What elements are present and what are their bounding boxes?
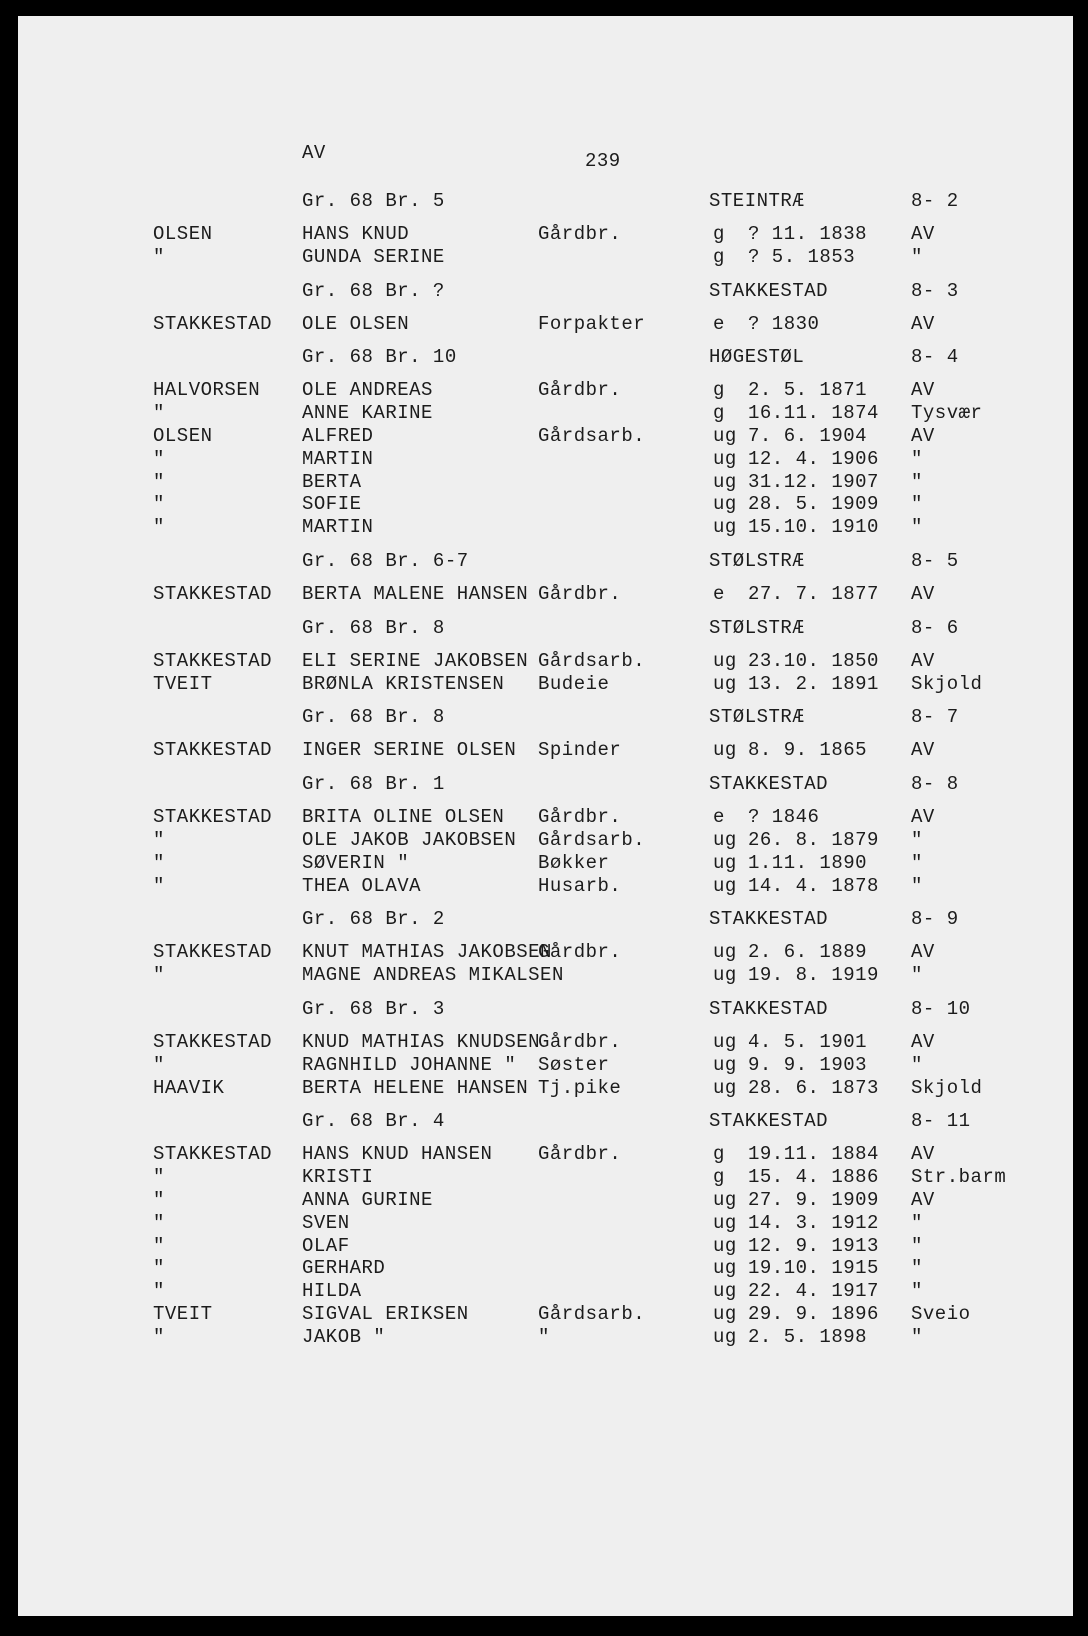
given-cell: KRISTI	[302, 1166, 374, 1189]
given-cell: HANS KNUD HANSEN	[302, 1143, 493, 1166]
birthplace-cell: AV	[911, 312, 935, 335]
given-cell: BERTA	[302, 470, 362, 493]
person-row	[153, 739, 1013, 762]
date-cell: 7. 6. 1904	[748, 424, 868, 447]
person-row	[153, 1326, 1013, 1349]
person-row	[153, 1054, 1013, 1077]
birthplace-cell: Sveio	[911, 1302, 971, 1325]
person-row	[153, 941, 1013, 964]
household-group	[153, 706, 1013, 762]
given-cell: OLE ANDREAS	[302, 379, 433, 402]
date-cell: 1.11. 1890	[748, 851, 868, 874]
household-group	[153, 908, 1013, 987]
person-row	[153, 402, 1013, 425]
birthplace-cell: "	[911, 493, 923, 516]
date-cell: ? 1846	[748, 806, 820, 829]
given-cell: ELI SERINE JAKOBSEN	[302, 649, 529, 672]
group-header	[153, 280, 1013, 313]
surname-cell: HAAVIK	[153, 1076, 225, 1099]
given-cell: ANNA GURINE	[302, 1188, 433, 1211]
birthplace-cell: "	[911, 851, 923, 874]
status-cell: g	[713, 223, 725, 245]
surname-cell: "	[153, 828, 165, 851]
household-number: 8- 11	[911, 1110, 971, 1133]
farm-name: HØGESTØL	[709, 346, 805, 369]
given-cell: THEA OLAVA	[302, 874, 422, 897]
surname-cell: STAKKESTAD	[153, 1143, 273, 1166]
group-header	[153, 998, 1013, 1031]
surname-cell: STAKKESTAD	[153, 582, 273, 605]
household-group	[153, 617, 1013, 696]
occupation-cell: Gårdbr.	[538, 223, 622, 245]
page-number: 239	[585, 150, 621, 172]
given-cell: BRITA OLINE OLSEN	[302, 806, 505, 829]
date-cell: 12. 4. 1906	[748, 447, 879, 470]
occupation-cell: Tj.pike	[538, 1076, 622, 1099]
person-row	[153, 425, 1013, 448]
given-cell: HANS KNUD	[302, 223, 410, 245]
birthplace-cell: AV	[911, 1143, 935, 1166]
status-cell: ug	[713, 1188, 737, 1211]
person-row	[153, 1077, 1013, 1100]
property-reference: Gr. 68 Br. 4	[302, 1110, 445, 1133]
status-cell: ug	[713, 493, 737, 516]
given-cell: HILDA	[302, 1280, 362, 1303]
birthplace-cell: AV	[911, 941, 935, 964]
occupation-cell: Gårdbr.	[538, 941, 622, 964]
census-listing	[153, 142, 1013, 1360]
date-cell: 19.11. 1884	[748, 1143, 879, 1166]
status-cell: g	[713, 1143, 725, 1166]
person-row	[153, 1212, 1013, 1235]
birthplace-cell: "	[911, 1325, 923, 1348]
person-row	[153, 1280, 1013, 1303]
occupation-cell: Søster	[538, 1053, 610, 1076]
person-row	[153, 964, 1013, 987]
occupation-cell: Gårdsarb.	[538, 424, 646, 447]
given-cell: JAKOB "	[302, 1325, 386, 1348]
person-row	[153, 246, 1013, 269]
household-group	[153, 346, 1013, 539]
household-number: 8- 3	[911, 279, 959, 302]
person-row	[153, 1235, 1013, 1258]
group-header	[153, 706, 1013, 739]
status-cell: ug	[713, 964, 737, 987]
date-cell: 2. 6. 1889	[748, 941, 868, 964]
surname-cell: HALVORSEN	[153, 379, 261, 402]
given-cell: INGER SERINE OLSEN	[302, 739, 517, 762]
given-cell: RAGNHILD JOHANNE "	[302, 1053, 517, 1076]
given-cell: OLAF	[302, 1234, 350, 1257]
status-cell: ug	[713, 1325, 737, 1348]
date-cell: 19. 8. 1919	[748, 964, 879, 987]
birthplace-cell: AV	[911, 223, 935, 245]
household-number: 8- 9	[911, 908, 959, 931]
person-row	[153, 875, 1013, 898]
household-group	[153, 773, 1013, 897]
status-cell: e	[713, 582, 725, 605]
farm-name: STØLSTRÆ	[709, 549, 805, 572]
date-cell: 29. 9. 1896	[748, 1302, 879, 1325]
given-cell: ANNE KARINE	[302, 402, 433, 425]
person-row	[153, 1166, 1013, 1189]
given-cell: KNUD MATHIAS KNUDSEN	[302, 1030, 541, 1053]
surname-cell: "	[153, 1166, 165, 1189]
person-row	[153, 829, 1013, 852]
person-row	[153, 493, 1013, 516]
date-cell: 2. 5. 1898	[748, 1325, 868, 1348]
given-cell: GUNDA SERINE	[302, 245, 445, 268]
occupation-cell: Budeie	[538, 672, 610, 695]
birthplace-cell: AV	[911, 582, 935, 605]
date-cell: 22. 4. 1917	[748, 1280, 879, 1303]
farm-name: STAKKESTAD	[709, 279, 829, 302]
surname-cell: "	[153, 1234, 165, 1257]
date-cell: 16.11. 1874	[748, 402, 879, 425]
person-row	[153, 1257, 1013, 1280]
date-cell: 19.10. 1915	[748, 1257, 879, 1280]
occupation-cell: Gårdsarb.	[538, 1302, 646, 1325]
person-row	[153, 1189, 1013, 1212]
household-number: 8- 6	[911, 616, 959, 639]
surname-cell: "	[153, 851, 165, 874]
date-cell: 14. 4. 1878	[748, 874, 879, 897]
household-group	[153, 998, 1013, 1099]
birthplace-cell: AV	[911, 424, 935, 447]
given-cell: BRØNLA KRISTENSEN	[302, 672, 505, 695]
farm-name: STØLSTRÆ	[709, 706, 805, 729]
farm-name: STAKKESTAD	[709, 1110, 829, 1133]
status-cell: ug	[713, 424, 737, 447]
birthplace-cell: Skjold	[911, 672, 983, 695]
surname-cell: "	[153, 470, 165, 493]
given-cell: GERHARD	[302, 1257, 386, 1280]
birthplace-cell: AV	[911, 739, 935, 762]
birthplace-cell: "	[911, 470, 923, 493]
status-cell: ug	[713, 851, 737, 874]
date-cell: 26. 8. 1879	[748, 828, 879, 851]
group-header	[153, 550, 1013, 583]
document-page	[18, 16, 1073, 1616]
property-reference: Gr. 68 Br. 3	[302, 997, 445, 1020]
given-cell: ALFRED	[302, 424, 374, 447]
date-cell: 15. 4. 1886	[748, 1166, 879, 1189]
household-group	[153, 1110, 1013, 1348]
surname-cell: "	[153, 493, 165, 516]
status-cell: ug	[713, 1076, 737, 1099]
farm-name: STEINTRÆ	[709, 190, 805, 212]
property-reference: Gr. 68 Br. 1	[302, 773, 445, 796]
given-cell: BERTA HELENE HANSEN	[302, 1076, 529, 1099]
surname-cell: "	[153, 402, 165, 425]
page-header	[153, 142, 1013, 190]
birthplace-cell: "	[911, 964, 923, 987]
surname-cell: "	[153, 1325, 165, 1348]
occupation-cell: Gårdbr.	[538, 806, 622, 829]
person-row	[153, 379, 1013, 402]
occupation-cell: Gårdsarb.	[538, 649, 646, 672]
surname-cell: STAKKESTAD	[153, 806, 273, 829]
given-cell: BERTA MALENE HANSEN	[302, 582, 529, 605]
property-reference: Gr. 68 Br. 8	[302, 616, 445, 639]
surname-cell: TVEIT	[153, 1302, 213, 1325]
person-row	[153, 1143, 1013, 1166]
property-reference: Gr. 68 Br. 8	[302, 706, 445, 729]
surname-cell: "	[153, 1188, 165, 1211]
status-cell: ug	[713, 447, 737, 470]
birthplace-cell: AV	[911, 1030, 935, 1053]
birthplace-cell: AV	[911, 649, 935, 672]
occupation-cell: Gårdsarb.	[538, 828, 646, 851]
status-cell: ug	[713, 1257, 737, 1280]
given-cell: MAGNE ANDREAS MIKALSEN	[302, 964, 564, 987]
household-number: 8- 7	[911, 706, 959, 729]
farm-name: STAKKESTAD	[709, 997, 829, 1020]
person-row	[153, 583, 1013, 606]
person-row	[153, 673, 1013, 696]
status-cell: ug	[713, 941, 737, 964]
surname-cell: "	[153, 516, 165, 539]
person-row	[153, 1031, 1013, 1054]
property-reference: Gr. 68 Br. 6-7	[302, 549, 469, 572]
birthplace-cell: AV	[911, 806, 935, 829]
status-cell: ug	[713, 739, 737, 762]
person-row	[153, 223, 1013, 246]
given-cell: KNUT MATHIAS JAKOBSEN	[302, 941, 552, 964]
date-cell: 23.10. 1850	[748, 649, 879, 672]
date-cell: ? 5. 1853	[748, 245, 856, 268]
date-cell: 27. 7. 1877	[748, 582, 879, 605]
status-cell: ug	[713, 1030, 737, 1053]
birthplace-cell: "	[911, 447, 923, 470]
occupation-cell: Husarb.	[538, 874, 622, 897]
person-row	[153, 1303, 1013, 1326]
farm-name: STAKKESTAD	[709, 908, 829, 931]
status-cell: g	[713, 245, 725, 268]
birthplace-cell: "	[911, 1211, 923, 1234]
group-header	[153, 908, 1013, 941]
birthplace-cell: "	[911, 1280, 923, 1303]
date-cell: 28. 6. 1873	[748, 1076, 879, 1099]
given-cell: SVEN	[302, 1211, 350, 1234]
status-cell: g	[713, 402, 725, 425]
person-row	[153, 313, 1013, 336]
household-number: 8- 10	[911, 997, 971, 1020]
surname-cell: "	[153, 447, 165, 470]
household-group	[153, 550, 1013, 606]
given-cell: MARTIN	[302, 447, 374, 470]
status-cell: ug	[713, 470, 737, 493]
surname-cell: "	[153, 1257, 165, 1280]
given-cell: OLE OLSEN	[302, 312, 410, 335]
status-cell: ug	[713, 1211, 737, 1234]
household-group	[153, 190, 1013, 269]
date-cell: ? 1830	[748, 312, 820, 335]
status-cell: ug	[713, 1234, 737, 1257]
status-cell: ug	[713, 1302, 737, 1325]
occupation-cell: Spinder	[538, 739, 622, 762]
surname-cell: OLSEN	[153, 424, 213, 447]
status-cell: ug	[713, 672, 737, 695]
status-cell: e	[713, 806, 725, 829]
person-row	[153, 448, 1013, 471]
given-cell: SOFIE	[302, 493, 362, 516]
occupation-cell: "	[538, 1325, 550, 1348]
group-header	[153, 773, 1013, 806]
status-cell: g	[713, 1166, 725, 1189]
household-number: 8- 8	[911, 773, 959, 796]
date-cell: 15.10. 1910	[748, 516, 879, 539]
surname-cell: STAKKESTAD	[153, 649, 273, 672]
given-cell: MARTIN	[302, 516, 374, 539]
property-reference: Gr. 68 Br. ?	[302, 279, 445, 302]
surname-cell: "	[153, 1211, 165, 1234]
surname-cell: OLSEN	[153, 223, 213, 245]
surname-cell: "	[153, 874, 165, 897]
status-cell: ug	[713, 1280, 737, 1303]
birthplace-cell: "	[911, 1234, 923, 1257]
date-cell: 12. 9. 1913	[748, 1234, 879, 1257]
birthplace-cell: "	[911, 828, 923, 851]
occupation-cell: Gårdbr.	[538, 1143, 622, 1166]
surname-cell: TVEIT	[153, 672, 213, 695]
property-reference: Gr. 68 Br. 5	[302, 190, 445, 212]
person-row	[153, 471, 1013, 494]
birthplace-cell: "	[911, 1257, 923, 1280]
birthplace-cell: AV	[911, 379, 935, 402]
household-number: 8- 4	[911, 346, 959, 369]
status-cell: e	[713, 312, 725, 335]
person-row	[153, 806, 1013, 829]
status-cell: ug	[713, 874, 737, 897]
date-cell: 31.12. 1907	[748, 470, 879, 493]
date-cell: 14. 3. 1912	[748, 1211, 879, 1234]
property-reference: Gr. 68 Br. 10	[302, 346, 457, 369]
person-row	[153, 516, 1013, 539]
date-cell: 2. 5. 1871	[748, 379, 868, 402]
birthplace-cell: Str.barm	[911, 1166, 1007, 1189]
status-cell: ug	[713, 649, 737, 672]
surname-cell: STAKKESTAD	[153, 312, 273, 335]
surname-cell: "	[153, 1280, 165, 1303]
status-cell: ug	[713, 828, 737, 851]
birthplace-cell: Skjold	[911, 1076, 983, 1099]
group-header	[153, 1110, 1013, 1143]
surname-cell: STAKKESTAD	[153, 1030, 273, 1053]
date-cell: 9. 9. 1903	[748, 1053, 868, 1076]
group-header	[153, 190, 1013, 223]
occupation-cell: Bøkker	[538, 851, 610, 874]
date-cell: 4. 5. 1901	[748, 1030, 868, 1053]
birthplace-cell: "	[911, 874, 923, 897]
birthplace-cell: Tysvær	[911, 402, 983, 425]
birthplace-cell: "	[911, 1053, 923, 1076]
date-cell: 28. 5. 1909	[748, 493, 879, 516]
birthplace-cell: "	[911, 516, 923, 539]
surname-cell: "	[153, 1053, 165, 1076]
occupation-cell: Forpakter	[538, 312, 646, 335]
farm-name: STØLSTRÆ	[709, 616, 805, 639]
surname-cell: "	[153, 964, 165, 987]
group-header	[153, 617, 1013, 650]
occupation-cell: Gårdbr.	[538, 379, 622, 402]
given-cell: SØVERIN "	[302, 851, 410, 874]
property-reference: Gr. 68 Br. 2	[302, 908, 445, 931]
date-cell: 27. 9. 1909	[748, 1188, 879, 1211]
group-header	[153, 346, 1013, 379]
birthplace-cell: "	[911, 245, 923, 268]
occupation-cell: Gårdbr.	[538, 1030, 622, 1053]
date-cell: 13. 2. 1891	[748, 672, 879, 695]
birthplace-cell: AV	[911, 1188, 935, 1211]
given-cell: OLE JAKOB JAKOBSEN	[302, 828, 517, 851]
date-cell: 8. 9. 1865	[748, 739, 868, 762]
surname-cell: STAKKESTAD	[153, 739, 273, 762]
status-cell: ug	[713, 1053, 737, 1076]
occupation-cell: Gårdbr.	[538, 582, 622, 605]
surname-cell: STAKKESTAD	[153, 941, 273, 964]
given-cell: SIGVAL ERIKSEN	[302, 1302, 469, 1325]
household-number: 8- 2	[911, 190, 959, 212]
household-number: 8- 5	[911, 549, 959, 572]
person-row	[153, 852, 1013, 875]
person-row	[153, 650, 1013, 673]
farm-name: STAKKESTAD	[709, 773, 829, 796]
household-group	[153, 280, 1013, 336]
surname-cell: "	[153, 245, 165, 268]
household-groups	[153, 190, 1013, 1349]
date-cell: ? 11. 1838	[748, 223, 868, 245]
parish-code: AV	[302, 142, 326, 164]
status-cell: g	[713, 379, 725, 402]
status-cell: ug	[713, 516, 737, 539]
